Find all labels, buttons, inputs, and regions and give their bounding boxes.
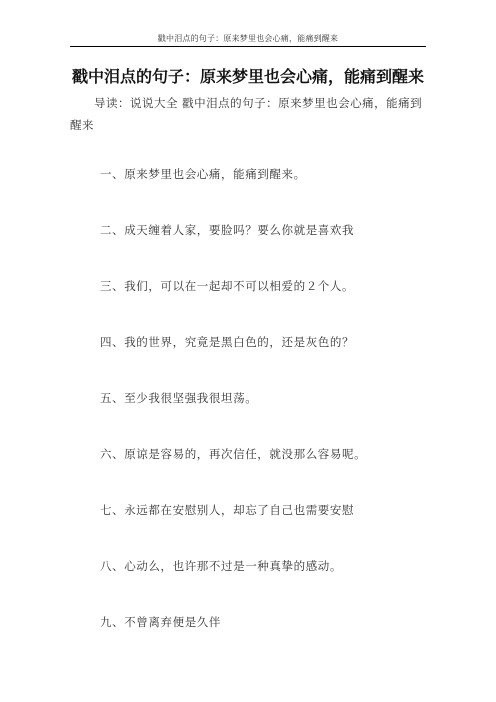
- header-divider: [70, 46, 426, 47]
- document-title: 戳中泪点的句子：原来梦里也会心痛，能痛到醒来: [71, 67, 424, 86]
- running-header: 戳中泪点的句子：原来梦里也会心痛，能痛到醒来: [157, 34, 339, 43]
- quote-item-1: 一、原来梦里也会心痛，能痛到醒来。: [100, 167, 306, 181]
- quote-item-7: 七、永远都在安慰别人，却忘了自己也需要安慰: [100, 503, 355, 517]
- quote-item-4: 四、我的世界，究竟是黑白色的，还是灰色的？: [100, 335, 355, 349]
- quote-item-5: 五、至少我很坚强我很坦荡。: [100, 391, 258, 405]
- quote-item-8: 八、心动么，也许那不过是一种真挚的感动。: [100, 559, 342, 573]
- quote-item-6: 六、原谅是容易的，再次信任，就没那么容易呢。: [100, 447, 367, 461]
- quote-item-9: 九、不曾离弃便是久伴: [100, 615, 221, 629]
- quote-item-3: 三、我们，可以在一起却不可以相爱的２个人。: [100, 279, 355, 293]
- quote-item-2: 二、成天缠着人家，要脸吗？要么你就是喜欢我: [100, 223, 355, 237]
- intro-paragraph: 导读：说说大全 戳中泪点的句子：原来梦里也会心痛，能痛到醒来: [70, 96, 423, 132]
